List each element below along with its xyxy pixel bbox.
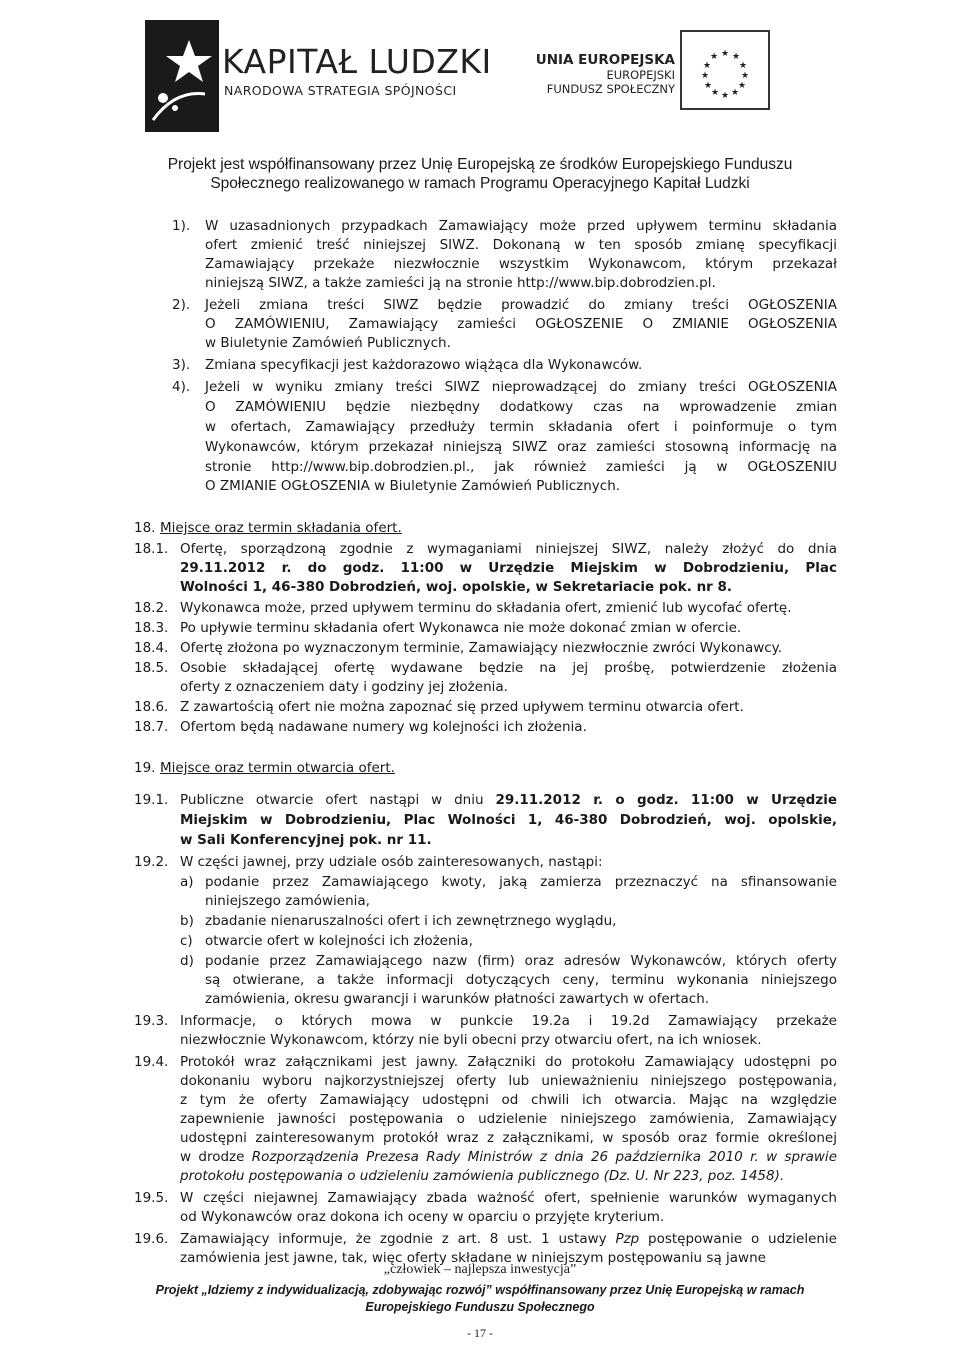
- footer-motto: „człowiek – najlepsza inwestycja”: [383, 1262, 577, 1277]
- eu-text-block: [515, 52, 675, 96]
- item-number: 18.7.: [134, 719, 169, 735]
- section-title: Miejsce oraz termin otwarcia ofert.: [160, 760, 395, 776]
- item-text-line: Ofertom będą nadawane numery wg kolejności ich złożenia.: [180, 719, 587, 735]
- text-span: Zamawiający informuje, że zgodnie z art. 8 ust. 1 ustawy: [180, 1231, 616, 1247]
- footer-project-line-1: Projekt „Idziemy z indywidualizacją, zdobywając rozwój” współfinansowany przez Unię Europejską w ramach: [155, 1283, 805, 1297]
- date-time-bold: 29.11.2012 r. o godz. 11:00 w Urzędzie: [495, 792, 837, 808]
- sub-letter: a): [180, 874, 194, 890]
- item-text-line: Ofertę, sporządzoną zgodnie z wymaganiami niniejszej SIWZ, należy złożyć do dnia: [180, 541, 837, 557]
- item-text-line: Zamawiający przekaże niezwłocznie wszystkim Wykonawcom, którym przekazał: [205, 256, 837, 272]
- item-number: 2).: [172, 297, 191, 313]
- item-text-line: Osobie składającej ofertę wydawane będzie na jej prośbę, potwierdzenie złożenia: [180, 660, 837, 676]
- regulation-reference: protokołu postępowania o udzieleniu zamówienia publicznego (Dz. U. Nr 223, poz. 1458).: [180, 1168, 785, 1184]
- svg-text:★: ★: [709, 52, 719, 62]
- item-text-line: od Wykonawców oraz dokona ich oceny w oparciu o przyjęte kryterium.: [180, 1209, 665, 1225]
- eu-title: UNIA EUROPEJSKA: [535, 52, 675, 68]
- item-text-line-bold: Wolności 1, 46-380 Dobrodzień, woj. opolskie, w Sekretariacie pok. nr 8.: [180, 579, 733, 595]
- item-text-line: Jeżeli zmiana treści SIWZ będzie prowadzić do zmiany treści OGŁOSZENIA: [205, 297, 837, 313]
- section-number: 18.: [134, 520, 156, 536]
- item-text-line: w ofertach, Zamawiający przedłuży termin składania ofert i poinformuje o tym: [205, 419, 837, 435]
- item-number: 19.1.: [134, 792, 169, 808]
- text-span: w drodze: [180, 1149, 252, 1165]
- sub-letter: d): [180, 953, 194, 969]
- svg-text:★: ★: [702, 61, 712, 71]
- item-text-line: Wykonawców, którym przekazał niniejszą SIWZ oraz zamieści stosowną informację na: [205, 439, 837, 455]
- item-text-line: w Biuletynie Zamówień Publicznych.: [205, 335, 451, 351]
- item-text-line: ofert zmienić treść niniejszej SIWZ. Dokonaną w ten sposób zmianę specyfikacji: [205, 237, 837, 253]
- svg-text:★: ★: [731, 52, 741, 62]
- item-number: 18.2.: [134, 600, 169, 616]
- svg-text:★: ★: [737, 81, 747, 91]
- item-text-line: Po upływie terminu składania ofert Wykonawca nie może dokonać zmian w ofercie.: [180, 620, 742, 636]
- sub-text-line: otwarcie ofert w kolejności ich złożenia,: [205, 933, 473, 949]
- item-number: 3).: [172, 357, 191, 373]
- section-number: 19.: [134, 760, 156, 776]
- item-text-line: O ZAMÓWIENIU, Zamawiający zamieści OGŁOSZENIE O ZMIANIE OGŁOSZENIA: [205, 316, 837, 332]
- sub-text-line: zbadanie nienaruszalności ofert i ich zewnętrznego wyglądu,: [205, 913, 617, 929]
- item-number: 18.1.: [134, 541, 169, 557]
- kapital-ludzki-logo-mark: [145, 20, 219, 132]
- text-span: postępowanie o udzielenie: [639, 1231, 837, 1247]
- item-text-line: Jeżeli w wyniku zmiany treści SIWZ nieprowadzącej do zmiany treści OGŁOSZENIA: [205, 379, 837, 395]
- sub-text-line: niniejszego zamówienia,: [205, 893, 370, 909]
- sub-letter: c): [180, 933, 193, 949]
- item-text-line: [180, 791, 837, 810]
- item-text-line: Informacje, o których mowa w punkcie 19.2a i 19.2d Zamawiający przekaże: [180, 1013, 837, 1029]
- item-text-line: dokonaniu wyboru najkorzystniejszej oferty lub unieważnieniu niniejszego postępowania,: [180, 1073, 837, 1089]
- text-span: Publiczne otwarcie ofert nastąpi w dniu: [180, 792, 496, 808]
- item-text-line: niezwłocznie Wykonawcom, którzy nie byli obecni przy otwarciu ofert, na ich wniosek.: [180, 1032, 762, 1048]
- svg-text:★: ★: [703, 81, 713, 91]
- item-number: 18.5.: [134, 660, 169, 676]
- item-number: 4).: [172, 379, 191, 395]
- item-number: 18.4.: [134, 640, 169, 656]
- svg-text:★: ★: [700, 71, 710, 81]
- sub-text-line: zamówienia, okresu gwarancji i warunków płatności zawartych w ofertach.: [205, 991, 710, 1007]
- page-number: - 17 -: [467, 1326, 493, 1340]
- item-text-line: [180, 1230, 837, 1249]
- sub-letter: b): [180, 913, 194, 929]
- item-text-line: [180, 1148, 837, 1167]
- act-abbreviation: Pzp: [615, 1231, 640, 1247]
- item-text-line: Protokół wraz załącznikami jest jawny. Załączniki do protokołu Zamawiający udostępni po: [180, 1054, 837, 1070]
- item-text-line-bold: 29.11.2012 r. do godz. 11:00 w Urzędzie Miejskim w Dobrodzieniu, Plac: [180, 560, 837, 576]
- item-number: 19.4.: [134, 1054, 169, 1070]
- item-text-line-bold: w Sali Konferencyjnej pok. nr 11.: [180, 832, 432, 848]
- item-text-line: zamówienia jest jawne, tak, więc oferty składane w niniejszym postępowaniu są jawne: [180, 1250, 766, 1266]
- svg-text:★: ★: [730, 88, 740, 98]
- item-text-line: O ZAMÓWIENIU będzie niezbędny dodatkowy czas na wprowadzenie zmian: [205, 399, 837, 415]
- item-number: 19.6.: [134, 1231, 169, 1247]
- item-text-line: Ofertę złożona po wyznaczonym terminie, Zamawiający niezwłocznie zwróci Wykonawcy.: [180, 640, 783, 656]
- item-number: 19.5.: [134, 1190, 169, 1206]
- sub-text-line: podanie przez Zamawiającego kwoty, jaką zamierza przeznaczyć na sfinansowanie: [205, 874, 837, 890]
- svg-text:★: ★: [738, 61, 748, 71]
- item-number: 19.2.: [134, 854, 169, 870]
- item-number: 18.3.: [134, 620, 169, 636]
- kapital-ludzki-title: KAPITAŁ LUDZKI: [222, 42, 492, 81]
- item-text-line: W części jawnej, przy udziale osób zainteresowanych, nastąpi:: [180, 854, 603, 870]
- footer-project-line-2: Europejskiego Funduszu Społecznego: [365, 1300, 595, 1314]
- item-text-line: udostępni zainteresowanym protokół wraz z załącznikami, w sposób oraz formie określonej: [180, 1130, 837, 1146]
- item-text-line: Zmiana specyfikacji jest każdorazowo wiążąca dla Wykonawców.: [205, 357, 643, 373]
- star-logo-icon: [145, 20, 219, 132]
- sub-text-line: są otwierane, a także informacji dotyczących ceny, terminu wykonania niniejszego: [205, 972, 837, 988]
- item-text-line: oferty z oznaczeniem daty i godziny jej złożenia.: [180, 679, 508, 695]
- item-number: 19.3.: [134, 1013, 169, 1029]
- item-text-line-bold: Miejskim w Dobrodzieniu, Plac Wolności 1, 46-380 Dobrodzień, woj. opolskie,: [180, 812, 837, 828]
- item-number: 18.6.: [134, 699, 169, 715]
- project-info-line-1: Projekt jest współfinansowany przez Unię Europejską ze środków Europejskiego Funduszu: [167, 156, 793, 173]
- eu-line-3: FUNDUSZ SPOŁECZNY: [546, 82, 675, 96]
- sub-text-line: podanie przez Zamawiającego nazw (firm) oraz adresów Wykonawców, których oferty: [205, 953, 837, 969]
- item-number: 1).: [172, 218, 191, 234]
- item-text-line: W uzasadnionych przypadkach Zamawiający może przed upływem terminu składania: [205, 218, 837, 234]
- section-title: Miejsce oraz termin składania ofert.: [160, 520, 402, 536]
- svg-text:★: ★: [710, 88, 720, 98]
- item-text-line: Wykonawca może, przed upływem terminu do składania ofert, zmienić lub wycofać ofertę.: [180, 600, 792, 616]
- item-text-line: Z zawartością ofert nie można zapoznać się przed upływem terminu otwarcia ofert.: [180, 699, 744, 715]
- eu-flag-icon: [680, 30, 770, 110]
- item-text-line: O ZMIANIE OGŁOSZENIA w Biuletynie Zamówień Publicznych.: [205, 478, 621, 494]
- svg-text:★: ★: [720, 49, 730, 59]
- eu-line-2: EUROPEJSKI: [606, 68, 675, 82]
- project-info-line-2: Społecznego realizowanego w ramach Programu Operacyjnego Kapitał Ludzki: [210, 175, 750, 192]
- kapital-ludzki-subtitle: NARODOWA STRATEGIA SPÓJNOŚCI: [224, 83, 457, 98]
- regulation-reference: Rozporządzenia Prezesa Rady Ministrów z dnia 26 października 2010 r. w sprawie: [251, 1149, 837, 1165]
- item-text-line: stronie http://www.bip.dobrodzien.pl., jak również zamieści ją w OGŁOSZENIU: [205, 459, 837, 475]
- svg-text:★: ★: [740, 71, 750, 81]
- item-text-line: z tym że oferty Zamawiający udostępni od chwili ich otwarcia. Mając na względzie: [180, 1092, 837, 1108]
- svg-text:★: ★: [720, 91, 730, 101]
- item-text-line: zapewnienie jawności postępowania o udzielenie niniejszego zamówienia, Zamawiający: [180, 1111, 837, 1127]
- item-text-line: W części niejawnej Zamawiający zbada ważność ofert, spełnienie warunków wymaganych: [180, 1190, 837, 1206]
- item-text-line: niniejszą SIWZ, a także zamieści ją na stronie http://www.bip.dobrodzien.pl.: [205, 275, 716, 291]
